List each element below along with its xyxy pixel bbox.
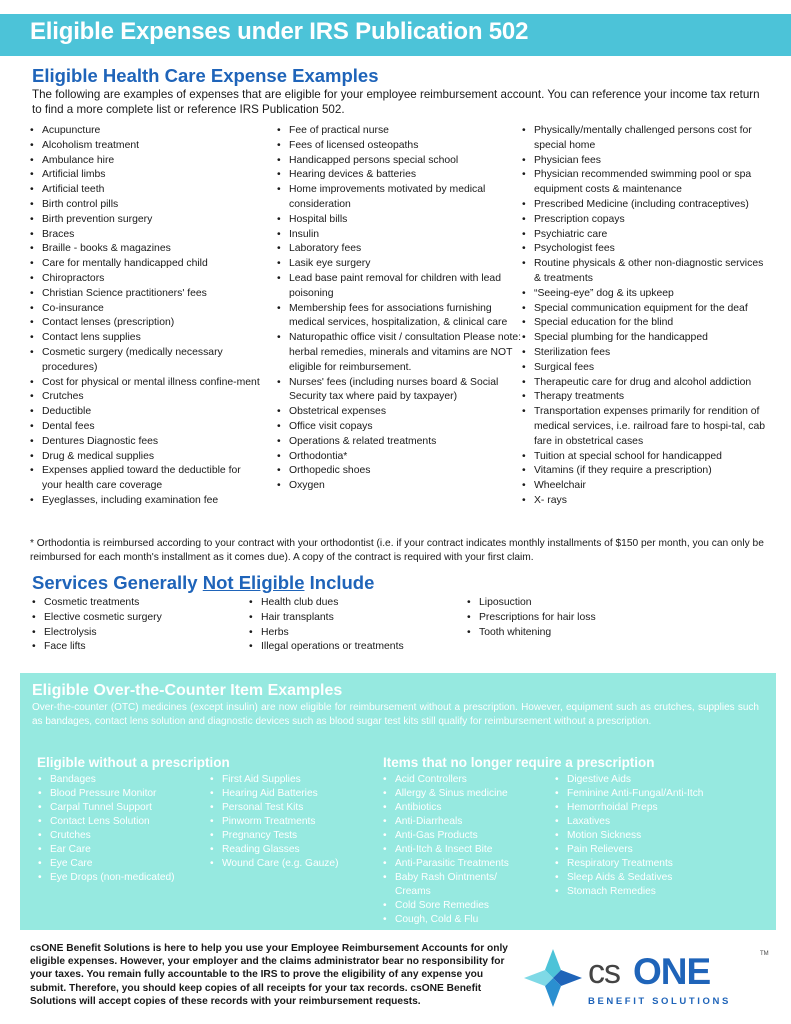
list-item: • Chiropractors xyxy=(30,272,262,287)
list-item: • Therapy treatments xyxy=(522,390,768,405)
list-item: • Crutches xyxy=(38,829,206,843)
list-item: • First Aid Supplies xyxy=(210,773,378,787)
list-item: • Oxygen xyxy=(277,479,525,494)
list-item: • Office visit copays xyxy=(277,420,525,435)
list-item: • Illegal operations or treatments xyxy=(249,640,459,655)
otc-left-list-col2 xyxy=(210,773,378,871)
logo-cs-text: cs xyxy=(588,953,620,991)
list-item: • Pinworm Treatments xyxy=(210,815,378,829)
list-item: • Stomach Remedies xyxy=(555,885,765,899)
not-eligible-heading-underlined: Not Eligible xyxy=(202,572,305,593)
list-item: • Hospital bills xyxy=(277,213,525,228)
page-title: Eligible Expenses under IRS Publication 502 xyxy=(30,18,529,45)
list-item: • Artificial teeth xyxy=(30,183,262,198)
list-item: • Feminine Anti-Fungal/Anti-Itch xyxy=(555,787,765,801)
list-item: • Lead base paint removal for children with lead poisoning xyxy=(277,272,525,302)
list-item: • Herbs xyxy=(249,626,459,641)
list-item: • Lasik eye surgery xyxy=(277,257,525,272)
list-item: • Carpal Tunnel Support xyxy=(38,801,206,815)
eligible-list-col2 xyxy=(277,124,525,494)
list-item: • Nurses' fees (including nurses board & Social Security tax where paid by taxpayer) xyxy=(277,376,525,406)
list-item: • Anti-Parasitic Treatments xyxy=(383,857,533,871)
list-item: • Fee of practical nurse xyxy=(277,124,525,139)
orthodontia-footnote: * Orthodontia is reimbursed according to your contract with your orthodontist (i.e. if your contract indicates monthly installments of $150 per month, you can only be reimbursed for each month's installment as it comes due). A copy of the contract is required with your first claim. xyxy=(30,538,764,563)
list-item: • Physically/mentally challenged persons cost for special home xyxy=(522,124,768,154)
list-item: • Vitamins (if they require a prescription) xyxy=(522,464,768,479)
list-item: • Personal Test Kits xyxy=(210,801,378,815)
logo-mark-icon xyxy=(522,947,584,1009)
list-item: • Fees of licensed osteopaths xyxy=(277,139,525,154)
list-item: • Contact lens supplies xyxy=(30,331,262,346)
logo-one-text: ONE xyxy=(633,951,711,992)
footer-disclaimer: csONE Benefit Solutions is here to help you use your Employee Reimbursement Accounts for only eligible expenses. However, your employer and the claims administrator bear no responsibility for your taxes. You remain fully accountable to the IRS to prove the eligibility of any expense you submit. Therefore, you should keep copies of all receipts for your tax records. csONE Benefit Solutions will accept copies of these records with your reimbursement requests. xyxy=(30,943,508,1007)
list-item: • Wound Care (e.g. Gauze) xyxy=(210,857,378,871)
list-item: • Home improvements motivated by medical consideration xyxy=(277,183,525,213)
list-item: • Ambulance hire xyxy=(30,154,262,169)
list-item: • Drug & medical supplies xyxy=(30,450,262,465)
list-item: • Cost for physical or mental illness confine-ment xyxy=(30,376,262,391)
list-item: • Crutches xyxy=(30,390,262,405)
list-item: • Anti-Itch & Insect Bite xyxy=(383,843,533,857)
otc-left-heading: Eligible without a prescription xyxy=(37,755,230,770)
otc-left-list-col1 xyxy=(38,773,206,885)
list-item: • Electrolysis xyxy=(32,626,232,641)
list-item: • Special plumbing for the handicapped xyxy=(522,331,768,346)
list-item: • Cough, Cold & Flu xyxy=(383,913,533,927)
list-item: • Physician recommended swimming pool or spa equipment costs & maintenance xyxy=(522,168,768,198)
list-item: • Routine physicals & other non-diagnostic services & treatments xyxy=(522,257,768,287)
list-item: • Acupuncture xyxy=(30,124,262,139)
not-eligible-heading-pre: Services Generally xyxy=(32,572,203,593)
list-item: • Respiratory Treatments xyxy=(555,857,765,871)
list-item: • X- rays xyxy=(522,494,768,509)
list-item: • Eye Drops (non-medicated) xyxy=(38,871,206,885)
list-item: • Anti-Gas Products xyxy=(383,829,533,843)
list-item: • Elective cosmetic surgery xyxy=(32,611,232,626)
list-item: • Antibiotics xyxy=(383,801,533,815)
eligible-list-col1 xyxy=(30,124,262,509)
list-item: • Acid Controllers xyxy=(383,773,533,787)
list-item: • Transportation expenses primarily for rendition of medical services, i.e. railroad fare to hospi-tal, cab fare in obstetrical cases xyxy=(522,405,768,449)
list-item: • Dentures Diagnostic fees xyxy=(30,435,262,450)
list-item: • Braces xyxy=(30,228,262,243)
list-item: • Dental fees xyxy=(30,420,262,435)
otc-right-heading: Items that no longer require a prescription xyxy=(383,755,655,770)
list-item: • Prescription copays xyxy=(522,213,768,228)
list-item: • Ear Care xyxy=(38,843,206,857)
list-item: • Surgical fees xyxy=(522,361,768,376)
logo-subtitle: BENEFIT SOLUTIONS xyxy=(588,996,731,1007)
list-item: • Operations & related treatments xyxy=(277,435,525,450)
list-item: • Bandages xyxy=(38,773,206,787)
list-item: • Expenses applied toward the deductible for your health care coverage xyxy=(30,464,262,494)
list-item: • Special education for the blind xyxy=(522,316,768,331)
list-item: • Eye Care xyxy=(38,857,206,871)
list-item: • Blood Pressure Monitor xyxy=(38,787,206,801)
not-eligible-heading xyxy=(32,572,374,594)
otc-right-list-col2 xyxy=(555,773,765,899)
list-item: • Liposuction xyxy=(467,596,667,611)
list-item: • Laxatives xyxy=(555,815,765,829)
list-item: • Psychiatric care xyxy=(522,228,768,243)
list-item: • Health club dues xyxy=(249,596,459,611)
list-item: • Cold Sore Remedies xyxy=(383,899,533,913)
list-item: • Braille - books & magazines xyxy=(30,242,262,257)
list-item: • Special communication equipment for the deaf xyxy=(522,302,768,317)
list-item: • Face lifts xyxy=(32,640,232,655)
otc-heading: Eligible Over-the-Counter Item Examples xyxy=(32,682,343,699)
list-item: • Hemorrhoidal Preps xyxy=(555,801,765,815)
list-item: • Christian Science practitioners' fees xyxy=(30,287,262,302)
list-item: • Tuition at special school for handicapped xyxy=(522,450,768,465)
list-item: • Contact lenses (prescription) xyxy=(30,316,262,331)
list-item: • Care for mentally handicapped child xyxy=(30,257,262,272)
not-eligible-heading-post: Include xyxy=(304,572,375,593)
list-item: • Sterilization fees xyxy=(522,346,768,361)
list-item: • Eyeglasses, including examination fee xyxy=(30,494,262,509)
not-eligible-list-col2 xyxy=(249,596,459,655)
list-item: • Hair transplants xyxy=(249,611,459,626)
list-item: • Obstetrical expenses xyxy=(277,405,525,420)
csone-logo xyxy=(522,947,772,1009)
logo-tm-text: TM xyxy=(760,951,769,957)
list-item: • Deductible xyxy=(30,405,262,420)
list-item: • Anti-Diarrheals xyxy=(383,815,533,829)
list-item: • Physician fees xyxy=(522,154,768,169)
list-item: • Tooth whitening xyxy=(467,626,667,641)
list-item: • Baby Rash Ointments/ Creams xyxy=(383,871,533,899)
list-item: • Wheelchair xyxy=(522,479,768,494)
list-item: • Pain Relievers xyxy=(555,843,765,857)
list-item: • Pregnancy Tests xyxy=(210,829,378,843)
list-item: • Hearing Aid Batteries xyxy=(210,787,378,801)
list-item: • Therapeutic care for drug and alcohol addiction xyxy=(522,376,768,391)
list-item: • Artificial limbs xyxy=(30,168,262,183)
list-item: • Insulin xyxy=(277,228,525,243)
list-item: • Prescribed Medicine (including contraceptives) xyxy=(522,198,768,213)
list-item: • Hearing devices & batteries xyxy=(277,168,525,183)
list-item: • Digestive Aids xyxy=(555,773,765,787)
list-item: • Handicapped persons special school xyxy=(277,154,525,169)
list-item: • Naturopathic office visit / consultation Please note: herbal remedies, minerals and vitamins are NOT eligible for reimbursement. xyxy=(277,331,525,375)
list-item: • Psychologist fees xyxy=(522,242,768,257)
list-item: • Cosmetic treatments xyxy=(32,596,232,611)
list-item: • Reading Glasses xyxy=(210,843,378,857)
list-item: • Orthodontia* xyxy=(277,450,525,465)
otc-right-list-col1 xyxy=(383,773,533,927)
list-item: • Contact Lens Solution xyxy=(38,815,206,829)
list-item: • Orthopedic shoes xyxy=(277,464,525,479)
list-item: • Membership fees for associations furnishing medical services, hospitalization, & clinical care xyxy=(277,302,525,332)
eligible-heading: Eligible Health Care Expense Examples xyxy=(32,65,379,86)
list-item: • Birth control pills xyxy=(30,198,262,213)
list-item: • Co-insurance xyxy=(30,302,262,317)
list-item: • Prescriptions for hair loss xyxy=(467,611,667,626)
list-item: • Laboratory fees xyxy=(277,242,525,257)
list-item: • Allergy & Sinus medicine xyxy=(383,787,533,801)
eligible-list-col3 xyxy=(522,124,768,509)
list-item: • Motion Sickness xyxy=(555,829,765,843)
not-eligible-list-col3 xyxy=(467,596,667,640)
list-item: • “Seeing-eye” dog & its upkeep xyxy=(522,287,768,302)
list-item: • Alcoholism treatment xyxy=(30,139,262,154)
otc-description: Over-the-counter (OTC) medicines (except insulin) are now eligible for reimbursement without a prescription. However, equipment such as crutches, supplies such as bandages, contact lens solution and diagnostic devices such as blood sugar test kits still qualify for reimbursement without a prescription. xyxy=(32,702,759,728)
list-item: • Sleep Aids & Sedatives xyxy=(555,871,765,885)
not-eligible-list-col1 xyxy=(32,596,232,655)
list-item: • Cosmetic surgery (medically necessary procedures) xyxy=(30,346,262,376)
eligible-intro: The following are examples of expenses that are eligible for your employee reimbursement account. You can reference your income tax return to find a more complete list or reference IRS Publication 502. xyxy=(32,88,760,116)
list-item: • Birth prevention surgery xyxy=(30,213,262,228)
